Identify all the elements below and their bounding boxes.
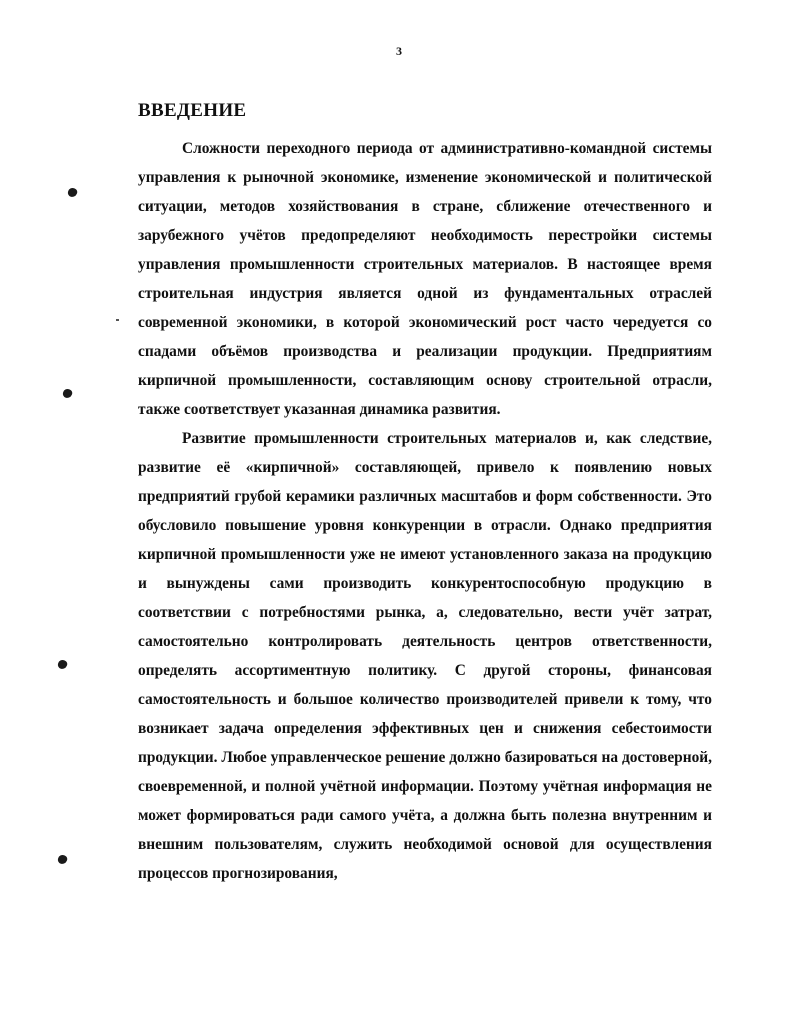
section-heading: ВВЕДЕНИЕ (138, 100, 247, 121)
scan-speck (116, 319, 119, 321)
punch-hole-mark (57, 659, 69, 671)
punch-hole-mark (67, 187, 79, 199)
paragraph-1: Сложности переходного периода от административно-командной системы управления к рыночной экономике, изменение экономической и политической ситуации, методов хозяйствования в стране, сближение отечественного и зарубежного учётов предопределяют необходимость перестройки системы управления промышленности строительных материалов. В настоящее время строительная индустрия является одной из фундаментальных отраслей современной экономики, в которой экономический рост часто чередуется со спадами объёмов производства и реализации продукции. Предприятиям кирпичной промышленности, составляющим основу строительной отрасли, также соответствует указанная динамика развития. (138, 140, 712, 418)
punch-hole-mark (57, 854, 69, 866)
body-text (138, 134, 712, 888)
paragraph-2: Развитие промышленности строительных материалов и, как следствие, развитие её «кирпичной» составляющей, привело к появлению новых предприятий грубой керамики различных масштабов и форм собственности. Это обусловило повышение уровня конкуренции в отрасли. Однако предприятия кирпичной промышленности уже не имеют установленного заказа на продукцию и вынуждены сами производить конкурентоспособную продукцию в соответствии с потребностями рынка, а, следовательно, вести учёт затрат, самостоятельно контролировать деятельность центров ответственности, определять ассортиментную политику. С другой стороны, финансовая самостоятельность и большое количество производителей привели к тому, что возникает задача определения эффективных цен и снижения себестоимости продукции. Любое управленческое решение должно базироваться на достоверной, своевременной, и полной учётной информации. Поэтому учётная информация не может формироваться ради самого учёта, а должна быть полезна внутренним и внешним пользователям, служить необходимой основой для осуществления процессов прогнозирования, (138, 430, 712, 882)
punch-hole-mark (62, 388, 74, 400)
page-number: 3 (396, 44, 402, 58)
